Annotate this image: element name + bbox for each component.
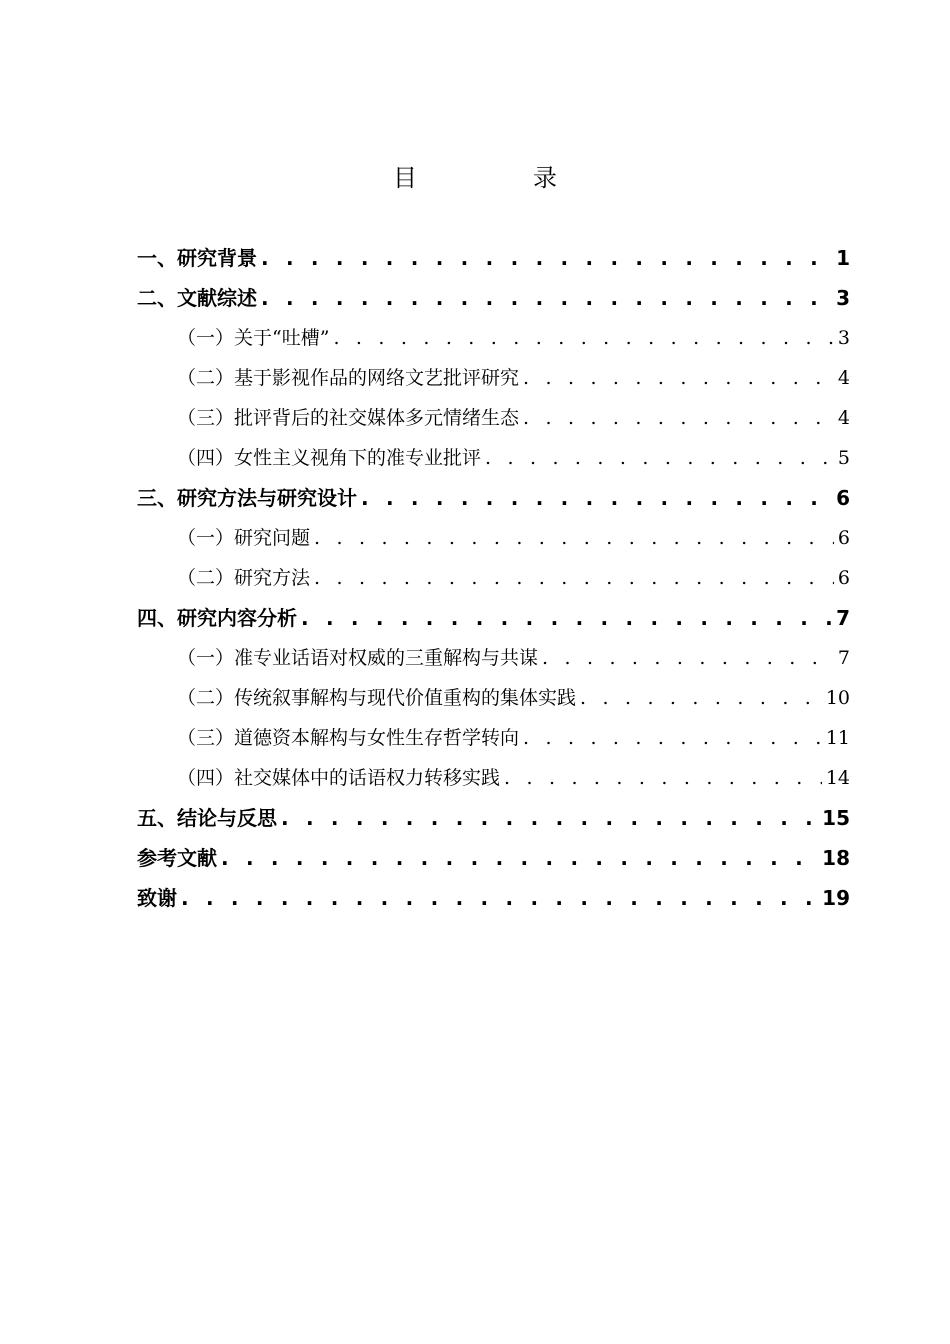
toc-page-number: 3 xyxy=(836,286,850,310)
toc-dot-leader xyxy=(314,558,834,598)
toc-page-number: 6 xyxy=(837,567,850,589)
toc-chapter-entry[interactable] xyxy=(137,798,850,838)
toc-dot-leader xyxy=(523,398,834,438)
toc-dot-leader xyxy=(261,278,832,318)
toc-dot-leader xyxy=(261,238,832,278)
toc-section-entry[interactable] xyxy=(137,318,850,358)
toc-dot-leader xyxy=(580,678,822,718)
toc-entry-label: （一）准专业话语对权威的三重解构与共谋 xyxy=(177,647,539,669)
toc-section-entry[interactable] xyxy=(137,758,850,798)
toc-section-entry[interactable] xyxy=(137,438,850,478)
toc-entry-label: 二、文献综述 xyxy=(137,286,257,310)
toc-section-entry[interactable] xyxy=(137,718,850,758)
toc-page-number: 6 xyxy=(837,527,850,549)
toc-chapter-entry[interactable] xyxy=(137,478,850,518)
toc-page-number: 6 xyxy=(836,486,850,510)
toc-entry-label: 五、结论与反思 xyxy=(137,806,277,830)
toc-dot-leader xyxy=(361,478,832,518)
toc-page-number: 19 xyxy=(822,886,850,910)
toc-dot-leader xyxy=(281,798,818,838)
toc-entry-label: 四、研究内容分析 xyxy=(137,606,297,630)
toc-dot-leader xyxy=(542,638,834,678)
toc-entry-label: （四）女性主义视角下的准专业批评 xyxy=(177,447,482,469)
toc-chapter-entry[interactable] xyxy=(137,598,850,638)
toc-page-number: 11 xyxy=(825,727,850,749)
toc-dot-leader xyxy=(221,838,818,878)
toc-page-number: 7 xyxy=(837,647,850,669)
toc-page-number: 5 xyxy=(837,447,850,469)
toc-dot-leader xyxy=(504,758,822,798)
toc-dot-leader xyxy=(523,358,834,398)
toc-entry-label: （三）道德资本解构与女性生存哲学转向 xyxy=(177,727,520,749)
toc-dot-leader xyxy=(181,878,818,918)
toc-dot-leader xyxy=(314,518,834,558)
toc-dot-leader xyxy=(485,438,834,478)
toc-chapter-entry[interactable] xyxy=(137,878,850,918)
toc-chapter-entry[interactable] xyxy=(137,278,850,318)
toc-entry-label: （二）研究方法 xyxy=(177,567,311,589)
toc-entry-label: （一）研究问题 xyxy=(177,527,311,549)
toc-page-number: 15 xyxy=(822,806,850,830)
toc-page-number: 7 xyxy=(836,606,850,630)
toc-section-entry[interactable] xyxy=(137,398,850,438)
toc-entry-label: （三）批评背后的社交媒体多元情绪生态 xyxy=(177,407,520,429)
toc-page-number: 4 xyxy=(837,407,850,429)
toc-entry-label: （四）社交媒体中的话语权力转移实践 xyxy=(177,767,501,789)
toc-entry-label: （二）基于影视作品的网络文艺批评研究 xyxy=(177,367,520,389)
toc-section-entry[interactable] xyxy=(137,358,850,398)
toc-section-entry[interactable] xyxy=(137,678,850,718)
toc-section-entry[interactable] xyxy=(137,638,850,678)
toc-entry-label: 致谢 xyxy=(137,886,177,910)
toc-page-number: 18 xyxy=(822,846,850,870)
toc-page-number: 3 xyxy=(837,327,850,349)
toc-entry-label: 一、研究背景 xyxy=(137,246,257,270)
toc-chapter-entry[interactable] xyxy=(137,238,850,278)
toc-page-number: 1 xyxy=(836,246,850,270)
toc-dot-leader xyxy=(523,718,822,758)
toc-chapter-entry[interactable] xyxy=(137,838,850,878)
toc-section-entry[interactable] xyxy=(137,558,850,598)
toc-entry-label: （二）传统叙事解构与现代价值重构的集体实践 xyxy=(177,687,577,709)
table-of-contents xyxy=(137,238,850,918)
toc-section-entry[interactable] xyxy=(137,518,850,558)
toc-page-number: 4 xyxy=(837,367,850,389)
toc-entry-label: （一）关于“吐槽” xyxy=(177,327,330,349)
toc-title: 目 录 xyxy=(393,164,603,192)
toc-entry-label: 参考文献 xyxy=(137,846,217,870)
toc-dot-leader xyxy=(301,598,832,638)
toc-page-number: 10 xyxy=(825,687,850,709)
toc-page-number: 14 xyxy=(825,767,850,789)
toc-dot-leader xyxy=(333,318,833,358)
toc-entry-label: 三、研究方法与研究设计 xyxy=(137,486,357,510)
